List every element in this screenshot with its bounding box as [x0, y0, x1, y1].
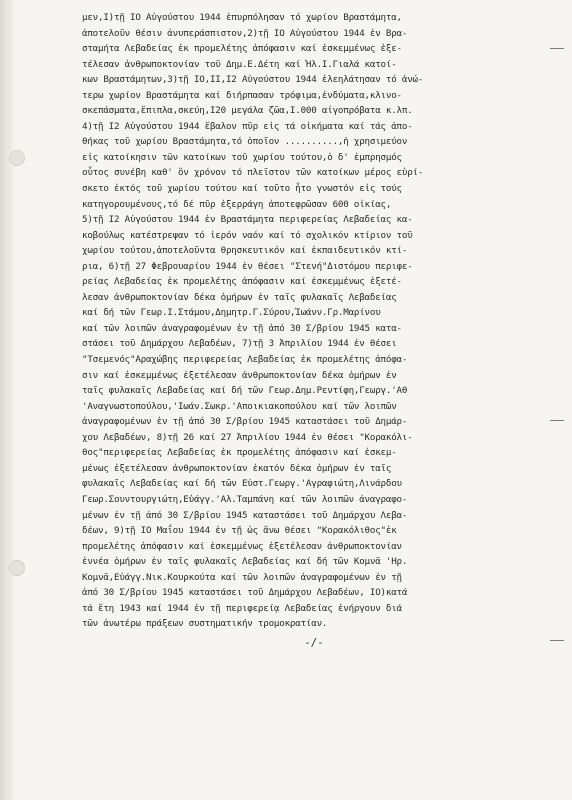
text-line: θήκας τοῦ χωρίου Βραστάμητα,τό ὁποῖον ..........,ἡ χρησιμεύον: [82, 136, 408, 148]
text-line: τέλεσαν ἀνθρωποκτονίαν τοῦ Δημ.Ε.Δέτη καί Ἠλ.Ι.Γιαλά κατοί-: [82, 58, 397, 70]
text-line: ἀναγραφομένων ἐν τῇ ἀπό 30 Σ/βρίου 1945 καταστάσει τοῦ Δημάρ-: [82, 416, 408, 428]
text-line: σκετο ἐκτός τοῦ χωρίου τούτου καί τοῦτο ἦτο γνωστόν εἰς τούς: [82, 183, 402, 195]
text-line: χου Λεβαδέων, 8)τῇ 26 καί 27 Ἀπριλίου 1944 ἐν θέσει "Κορακόλι-: [82, 431, 413, 443]
document-body: [82, 10, 546, 632]
page-edge-shadow: [0, 0, 16, 800]
text-line: ταῖς φυλακαῖς Λεβαδείας καί δή τῶν Γεωρ.Δημ.Ρεντίφη,Γεωργ.'Αθ: [82, 385, 408, 397]
text-line: φυλακαῖς Λεβαδείας καί δή τῶν Εὐστ.Γεωργ.'Αγραφιώτη,Λινάρδου: [82, 478, 402, 490]
text-line: λεσαν ἀνθρωποκτονίαν δέκα ὁμήρων ἐν ταῖς φυλακαῖς Λεβαδείας: [82, 291, 397, 303]
text-line: μεν,Ι)τῇ ΙΟ Αὐγούστου 1944 ἐπυρπόλησαν τό χωρίον Βραστάμητα,: [82, 12, 402, 23]
text-line: σιν καί ἐσκεμμένως ἐξετέλεσαν ἀνθρωποκτονίαν δέκα ὁμήρων ἐν: [82, 369, 397, 381]
text-line: οὗτος συνέβη καθ' ὅν χρόνον τό πλεῖστον τῶν κατοίκων μέρος εὑρί-: [82, 167, 424, 179]
text-line: 4)τῇ Ι2 Αὐγούστου 1944 ἔβαλον πῦρ εἰς τά οἰκήματα καί τάς ἀπο-: [82, 120, 413, 132]
text-line: Γεωρ.Σουντουργιώτη,Εὐάγγ.'Αλ.Ταμπάνη καί τῶν λοιπῶν ἀναγραφο-: [82, 493, 408, 505]
text-line: Κομνᾶ,Εὐάγγ.Νικ.Κουρκούτα καί τῶν λοιπῶν ἀναγραφομένων ἐν τῇ: [82, 571, 402, 583]
text-line: ρια, 6)τῇ 27 Φεβρουαρίου 1944 ἐν θέσει "Στενή"Διστόμου περιφε-: [82, 260, 413, 272]
text-line: στάσει τοῦ Δημάρχου Λεβαδέων, 7)τῇ 3 Ἀπριλίου 1944 ἐν θέσει: [82, 338, 397, 350]
text-line: καί δή τῶν Γεωρ.Ι.Στάμου,Δημητρ.Γ.Σύρου,Ἰωάνν.Γρ.Μαρίνου: [82, 307, 381, 319]
text-line: ἐννέα ὁμήρων ἐν ταῖς φυλακαῖς Λεβαδείας καί δή τῶν Κομνᾶ 'Ηρ.: [82, 556, 408, 568]
text-line: τά ἔτη 1943 καί 1944 ἐν τῇ περιφερείᾳ Λεβαδείας ἐνήργουν διά: [82, 602, 402, 614]
punch-hole: [9, 560, 25, 576]
text-line: σταμήτα Λεβαδείας ἐκ προμελέτης ἀπόφασιν καί ἐσκεμμένως ἐξε-: [82, 43, 402, 55]
text-line: 'Αναγνωστοπούλου,'Ιωάν.Σωκρ.'Αποικιακοπούλου καί τῶν λοιπῶν: [82, 400, 397, 412]
punch-hole: [9, 150, 25, 166]
text-line: καί τῶν λοιπῶν ἀναγραφομένων ἐν τῇ ἀπό 30 Σ/βρίου 1945 κατα-: [82, 322, 402, 334]
text-line: τερω χωρίον Βραστάμητα καί διήρπασαν τρόφιμα,ἐνδύματα,κλινο-: [82, 89, 402, 101]
text-line: προμελέτης ἀπόφασιν καί ἐσκεμμένως ἐξετέλεσαν ἀνθρωποκτονίαν: [82, 540, 402, 552]
text-line: ρείας Λεβαδείας ἐκ προμελέτης ἀπόφασιν καί ἐσκεμμένως ἐξετέ-: [82, 276, 402, 288]
text-line: 5)τῇ Ι2 Αὐγούστου 1944 ἐν Βραστάμητα περιφερείας Λεβαδείας κα-: [82, 214, 413, 226]
text-line: χωρίου τούτου,ἀποτελοῦντα θρησκευτικόν καί ἐκπαιδευτικόν κτί-: [82, 245, 408, 257]
text-line: τῶν ἀνωτέρω πράξεων συστηματικήν τρομοκρατίαν.: [82, 618, 328, 630]
text-line: κοβούλως κατέστρεψαν τό ἱερόν ναόν καί τό σχολικόν κτίριον τοῦ: [82, 229, 413, 241]
text-line: θος"περιφερείας Λεβαδείας ἐκ προμελέτης ἀπόφασιν καί ἐσκεμ-: [82, 447, 397, 459]
end-mark: -/-: [304, 635, 324, 649]
text-line: μένως ἐξετέλεσαν ἀνθρωποκτονίαν ἑκατόν δέκα ὁμήρων ἐν ταῖς: [82, 462, 392, 474]
text-line: εἰς κατοίκησιν τῶν κατοίκων τοῦ χωρίου τούτου,ὁ δ' ἐμπρησμός: [82, 151, 402, 163]
text-line: σκεπάσματα,ἔπιπλα,σκεύη,Ι20 μεγάλα ζῶα,Ι.000 αἰγοπρόβατα κ.λπ.: [82, 105, 413, 117]
text-line: ἀποτελοῦν θέσιν ἀνυπεράσπιστον,2)τῇ ΙΟ Αὐγούστου 1944 ἐν Βρα-: [82, 27, 408, 39]
text-line: ἀπό 30 Σ/βρίου 1945 καταστάσει τοῦ Δημάρχου Λεβαδέων, ΙΟ)κατά: [82, 587, 408, 599]
text-line: κατηγορουμένους,τό δέ πῦρ ἐξερράγη ἀποτεφρῶσαν 600 οἰκίας,: [82, 198, 392, 210]
margin-mark: [550, 640, 564, 641]
margin-mark: [550, 48, 564, 49]
margin-mark: [550, 420, 564, 421]
text-line: μένων ἐν τῇ ἀπό 30 Σ/βρίου 1945 καταστάσει τοῦ Δημάρχου Λεβα-: [82, 509, 408, 521]
text-line: δέων, 9)τῇ ΙΟ Μαΐου 1944 ἐν τῇ ὡς ἄνω θέσει "Κορακόλιθος"ἐκ: [82, 525, 397, 537]
text-line: κων Βραστάμητων,3)τῇ ΙΟ,ΙΙ,Ι2 Αὐγούστου 1944 ἐλεηλάτησαν τό ἀνώ-: [82, 74, 424, 86]
text-line: "Τσεμενός"Αραχώβης περιφερείας Λεβαδείας ἐκ προμελέτης ἀπόφα-: [82, 354, 408, 366]
